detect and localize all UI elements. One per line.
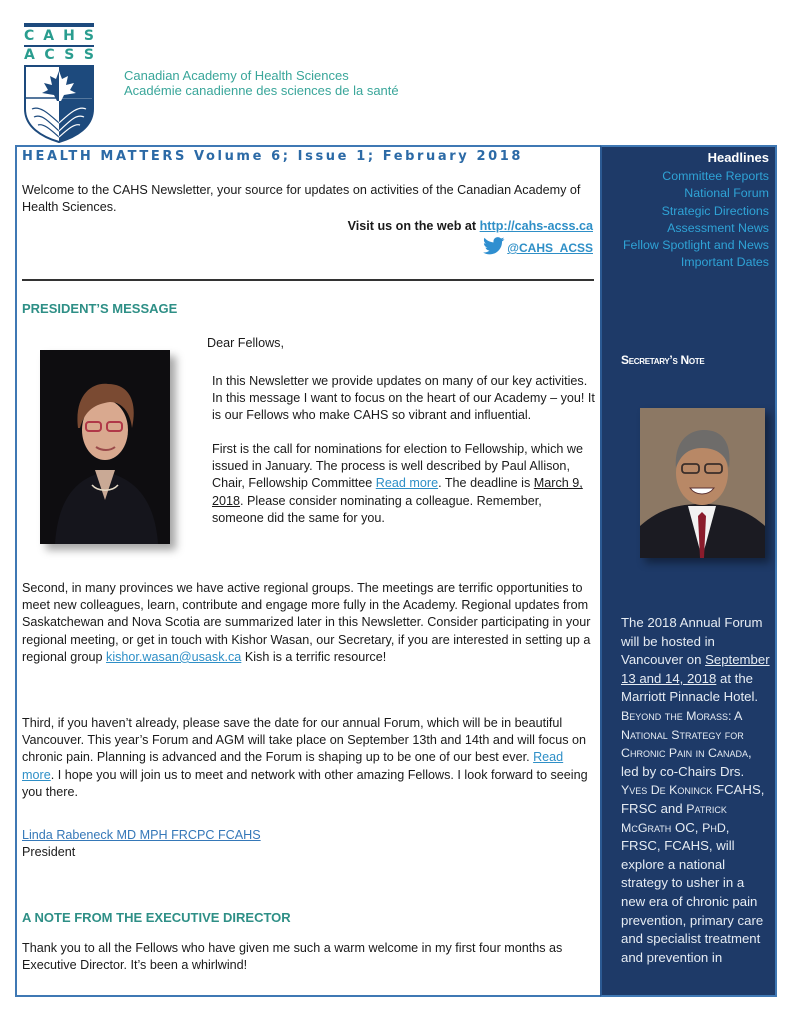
paragraph-text: . Please consider nominating a colleague. Remember, someone did the same for you. (212, 493, 542, 525)
salutation: Dear Fellows, (207, 336, 284, 350)
portrait-man-image (640, 408, 765, 558)
headline-link-national-forum[interactable]: National Forum (684, 186, 769, 201)
forum-date: September 13 and 14, 2018 (621, 652, 770, 686)
logo-line-cahs (24, 29, 94, 43)
twitter-bird-icon[interactable] (483, 237, 505, 255)
logo-letter: S (83, 47, 94, 63)
executive-director-paragraph: Thank you to all the Fellows who have given me such a warm welcome in my first four months as Executive Director. It’s been a whirlwind! (22, 941, 563, 973)
twitter-handle-link[interactable]: @CAHS_ACSS (507, 241, 593, 255)
forum-text: , led by co-Chairs Drs. (621, 745, 752, 779)
headline-link-strategic-directions[interactable]: Strategic Directions (661, 203, 769, 218)
portrait-woman-image (40, 350, 170, 544)
forum-text: at the Marriott Pinnacle Hotel. (621, 670, 759, 705)
paragraph-text: . I hope you will join us to meet and network with other amazing Fellows. I look forward to seeing you there. (22, 767, 588, 799)
org-name (124, 68, 399, 98)
section-heading-president: PRESIDENT’S MESSAGE (22, 301, 178, 316)
president-paragraph-1: In this Newsletter we provide updates on many of our key activities. In this message I want to focus on the heart of our Academy – you! It is our Fellows who make CAHS so vibrant and influential. (212, 374, 595, 423)
logo-letter: H (63, 28, 75, 44)
forum-text: OC, (671, 819, 703, 835)
headlines-nav (609, 168, 769, 272)
logo-letter: C (44, 47, 55, 63)
headlines-title: Headlines (707, 150, 769, 165)
president-paragraph-4 (22, 715, 597, 801)
read-more-link-forum[interactable]: Read more (22, 750, 564, 782)
forum-text: FCAHS, FRSC and (621, 782, 765, 816)
read-more-link-fellowship[interactable]: Read more (375, 476, 439, 491)
logo-letter: C (24, 28, 35, 44)
logo-line-acss (24, 48, 94, 62)
welcome-paragraph: Welcome to the CAHS Newsletter, your source for updates on activities of the Canadian Academy of Health Sciences. (22, 183, 581, 215)
paragraph-text: Kish is a terrific resource! (241, 649, 387, 664)
cahs-logo (24, 23, 94, 143)
logo-letter: S (83, 28, 94, 44)
forum-text: , FRSC, FCAHS, will explore a national strategy to usher in a new era of chronic pain prevention, primary care and specialist treatment and prevention in (621, 819, 764, 965)
headline-link-important-dates[interactable]: Important Dates (680, 255, 769, 270)
forum-announcement (621, 614, 771, 967)
secretary-photo (640, 408, 765, 558)
website-label: Visit us on the web at (347, 219, 480, 233)
main-content-frame (15, 145, 600, 997)
president-signature (22, 827, 261, 861)
headline-link-fellow-spotlight[interactable]: Fellow Spotlight and News (622, 238, 769, 253)
org-name-french: Académie canadienne des sciences de la santé (124, 83, 399, 98)
logo-letter: A (24, 47, 35, 63)
paragraph-text: First is the call for nominations for election to Fellowship, which we issued in January. The process is well described by Paul Allison, Chair, Fellowship Committee (212, 442, 583, 491)
paragraph-text: . The deadline is (438, 476, 534, 491)
twitter-row (483, 237, 593, 255)
co-chair-name: Patrick McGrath (621, 801, 727, 835)
president-paragraph-2 (212, 441, 597, 527)
org-name-english: Canadian Academy of Health Sciences (124, 68, 349, 83)
deadline-date: March 9, 2018 (212, 476, 583, 508)
signature-title: President (22, 845, 76, 860)
website-line (348, 218, 593, 235)
forum-text: The 2018 Annual Forum will be hosted in Vancouver on (621, 615, 763, 668)
shield-maple-leaf-icon (24, 65, 94, 143)
president-photo (40, 350, 170, 544)
logo-letter: S (64, 47, 75, 63)
headline-link-committee-reports[interactable]: Committee Reports (662, 169, 769, 183)
paragraph-text: Second, in many provinces we have active regional groups. The meetings are terrific opportunities to meet new colleagues, learn, contribute and engage more fully in the Academy. Regional updates from Saskatchewan and Nova Scotia are summarized later in this Newsletter. Consider participating in your regional meeting, or get in touch with Kishor Wasan, our Secretary, if you are interested in setting up a regional group (22, 581, 591, 664)
paragraph-text: Third, if you haven’t already, please save the date for our annual Forum, which will be in beautiful Vancouver. This year’s Forum and AGM will take place on September 13th and 14th and will focus on chronic pain. Planning is advanced and the Forum is shaping up to be one of our best ever. (22, 716, 586, 765)
signature-name-link[interactable]: Linda Rabeneck MD MPH FRCPC FCAHS (22, 828, 261, 842)
newsletter-title: HEALTH MATTERS Volume 6; Issue 1; February 2018 (22, 149, 524, 164)
email-link-kishor[interactable]: kishor.wasan@usask.ca (106, 649, 242, 664)
logo-letter: A (43, 28, 55, 44)
section-heading-executive-director: A NOTE FROM THE EXECUTIVE DIRECTOR (22, 910, 291, 925)
forum-title: Beyond the Morass: A National Strategy for Chronic Pain in Canada (621, 708, 748, 761)
website-link[interactable]: http://cahs-acss.ca (479, 219, 593, 233)
secretary-note-title: Secretary’s Note (621, 353, 705, 367)
headline-link-assessment-news[interactable]: Assessment News (667, 220, 769, 235)
section-divider (22, 279, 594, 281)
credential: PhD (702, 820, 726, 835)
president-paragraph-3 (22, 580, 597, 666)
logo-top-bar (24, 23, 94, 27)
co-chair-name: Yves De Koninck (621, 783, 713, 798)
